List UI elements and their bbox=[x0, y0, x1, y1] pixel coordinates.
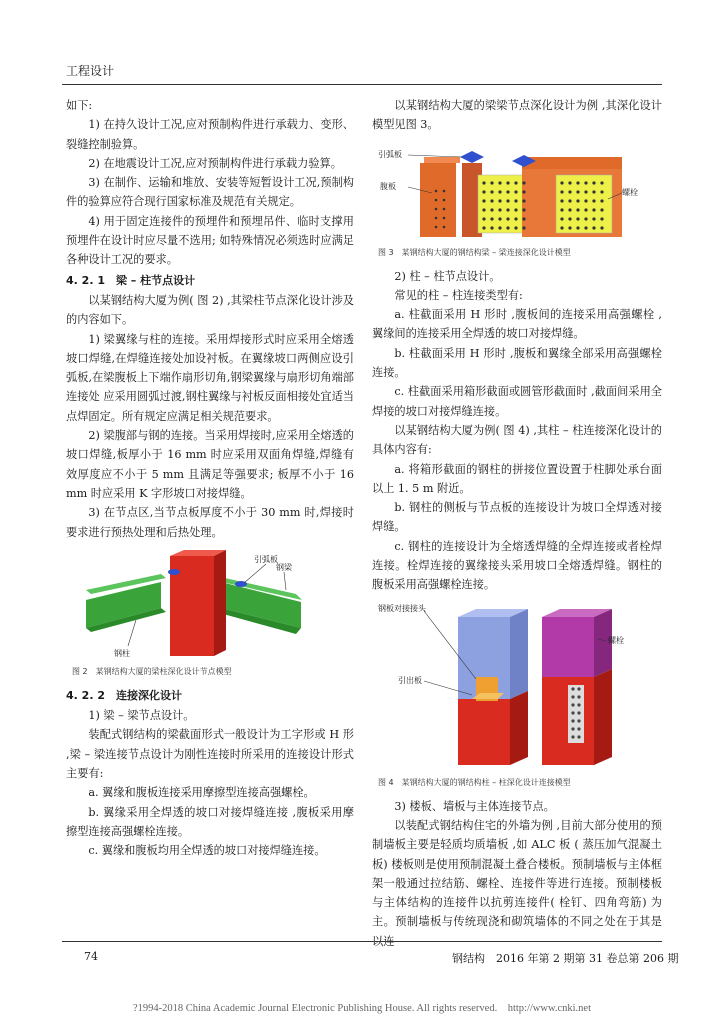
watermark: ?1994-2018 China Academic Journal Electronic Publishing House. All rights reserved. http://www.cnki.net bbox=[132, 1003, 592, 1014]
paragraph: 1) 梁 – 梁节点设计。 bbox=[88, 709, 195, 723]
page-number: 74 bbox=[84, 950, 98, 963]
fig4-caption: 图 4 某钢结构大厦的钢结构柱 – 柱深化设计连接模型 bbox=[378, 777, 571, 787]
paragraph: c. 翼缘和腹板均用全焊透的坡口对接焊缝连接。 bbox=[88, 844, 326, 858]
right-column bbox=[372, 96, 662, 951]
paragraph: 1) 在持久设计工况,应对预制构件进行承载力、变形、裂缝控制验算。 bbox=[66, 118, 354, 151]
paragraph: b. 柱截面采用 H 形时 ,腹板和翼缘全部采用高强螺栓连接。 bbox=[372, 346, 662, 380]
label-arc-plate: 引弧板 bbox=[378, 149, 402, 159]
label-arc-plate: 引弧板 bbox=[254, 554, 278, 564]
paragraph: 以某钢结构大厦为例( 图 2) ,其梁柱节点深化设计涉及的内容如下。 bbox=[66, 293, 354, 327]
left-column bbox=[66, 96, 354, 861]
paragraph: c. 柱截面采用箱形截面或圆管形截面时 ,截面间采用全焊接的坡口对接焊缝连接。 bbox=[372, 385, 662, 418]
paragraph: 3) 楼板、墙板与主体连接节点。 bbox=[394, 799, 555, 813]
journal-info: 钢结构 2016 年第 2 期第 31 卷总第 206 期 bbox=[452, 952, 679, 965]
label-lead-plate: 引出板 bbox=[398, 675, 422, 685]
paragraph: c. 钢柱的连接设计为全熔透焊缝的全焊连接或者栓焊连接。栓焊连接的翼缘接头采用坡口全熔透焊缝。钢柱的腹板采用高强螺栓连接。 bbox=[372, 539, 662, 592]
paragraph: 装配式钢结构的梁截面形式一般设计为工字形或 H 形 ,梁 – 梁连接节点设计为刚性连接时所采用的连接设计形式主要有: bbox=[66, 728, 354, 781]
paragraph: a. 翼缘和腹板连接采用摩擦型连接高强螺栓。 bbox=[88, 786, 315, 800]
running-header: 工程设计 bbox=[66, 64, 115, 78]
label-steel-column: 钢柱 bbox=[114, 648, 130, 658]
paragraph: 3) 在制作、运输和堆放、安装等短暂设计工况,预制构件的验算应符合现行国家标准及规范有关规定。 bbox=[66, 176, 354, 209]
header-rule bbox=[62, 84, 662, 85]
paragraph: 2) 在地震设计工况,应对预制构件进行承载力验算。 bbox=[88, 156, 342, 170]
paragraph: 2) 柱 – 柱节点设计。 bbox=[394, 269, 501, 283]
section-heading: 4. 2. 2 连接深化设计 bbox=[66, 688, 182, 702]
footer-rule bbox=[62, 941, 662, 942]
label-web-plate: 腹板 bbox=[380, 181, 396, 191]
paragraph: 3) 在节点区,当节点板厚度不小于 30 mm 时,焊接时要求进行预热处理和后热处理。 bbox=[66, 506, 354, 539]
paragraph: 1) 梁翼缘与柱的连接。采用焊接形式时应采用全熔透坡口焊缝,在焊缝连接处加设衬板。在翼缘坡口两侧应设引弧板,在梁腹板上下端作扇形切角,钢梁翼缘与扇形切角端部连接处 应采用圆弧过渡,钢柱翼缘与衬板反面相接处宜适当点焊固定。所有规定应满足相关规范要求。 bbox=[66, 332, 354, 423]
paragraph: a. 将箱形截面的钢柱的拼接位置设置于柱脚处承台面以上 1. 5 m 附近。 bbox=[372, 462, 662, 495]
label-bolt: 螺栓 bbox=[608, 635, 624, 645]
fig3-caption: 图 3 某钢结构大厦的钢结构梁 – 梁连接深化设计模型 bbox=[378, 247, 571, 257]
paragraph: b. 钢柱的侧板与节点板的连接设计为坡口全焊透对接焊缝。 bbox=[372, 501, 662, 534]
paragraph: a. 柱截面采用 H 形时 ,腹板间的连接采用高强螺栓 ,翼缘间的连接采用全焊透的坡口对接焊缝。 bbox=[372, 308, 662, 341]
paragraph: b. 翼缘采用全焊透的坡口对接焊缝连接 ,腹板采用摩擦型连接高强螺栓连接。 bbox=[66, 805, 354, 838]
section-heading: 4. 2. 1 梁 – 柱节点设计 bbox=[66, 273, 196, 287]
paragraph: 如下: bbox=[66, 99, 93, 112]
label-steel-beam: 钢梁 bbox=[276, 562, 292, 572]
label-bolt: 螺栓 bbox=[622, 187, 638, 197]
paragraph: 2) 梁腹部与钢的连接。当采用焊接时,应采用全熔透的坡口焊缝,板厚小于 16 mm 时应采用双面角焊缝,焊缝有效厚度应不小于 5 mm 且满足等强要求; 板厚不小于 16 mm 时应采用 K 字形坡口对接焊缝。 bbox=[66, 429, 354, 500]
fig3-figure bbox=[372, 143, 662, 259]
fig2-figure bbox=[66, 550, 354, 678]
paragraph: 以某钢结构大厦的梁梁节点深化设计为例 ,其深化设计模型见图 3。 bbox=[372, 99, 662, 132]
fig4-figure bbox=[372, 603, 662, 789]
paragraph: 4) 用于固定连接件的预埋件和预埋吊件、临时支撑用预埋件在设计时应尽量不选用; 如特殊情况必须选时应满足各种设计工况的要求。 bbox=[66, 214, 354, 267]
fig2-caption: 图 2 某钢结构大厦的梁柱深化设计节点模型 bbox=[72, 666, 232, 676]
paragraph: 以某钢结构大厦为例( 图 4) ,其柱 – 柱连接深化设计的具体内容有: bbox=[372, 423, 662, 457]
paragraph: 常见的柱 – 柱连接类型有: bbox=[394, 288, 523, 302]
label-plate-joint: 钢板对接接头 bbox=[378, 603, 426, 613]
paragraph: 以装配式钢结构住宅的外墙为例 ,目前大部分使用的预制墙板主要是轻质均质墙板 ,如 ALC 板 ( 蒸压加气混凝土板) 楼板则是使用预制混凝土叠合楼板。预制墙板与主体框架一般通过拉结筋、螺栓、连接件等进行连接。预制楼板与主体结构的连接件以抗剪连接件( 栓钉、四角弯筋) 为主。预制墙板与传统现浇和砌筑墙体的不同之处在于其是以连 bbox=[372, 818, 662, 948]
